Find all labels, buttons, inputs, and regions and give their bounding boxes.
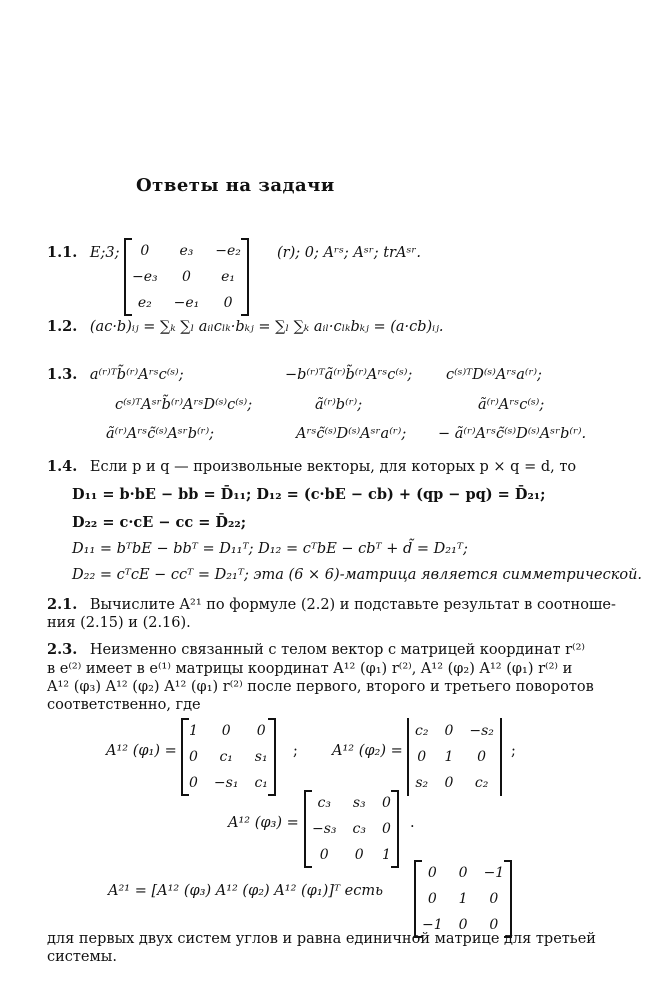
matrix-cell: −1 xyxy=(483,865,505,881)
matrix-a12-phi1 xyxy=(181,718,276,796)
matrix-cell: s₁ xyxy=(254,749,268,765)
matrix-cell: 1 xyxy=(458,891,468,907)
matrix-cell: 0 xyxy=(489,917,499,933)
matrix-cell: −e₂ xyxy=(215,243,241,259)
closing-line2: системы. xyxy=(47,949,117,965)
matrix-cell: 0 xyxy=(489,891,499,907)
matrix-cell: 0 xyxy=(417,749,427,765)
matrix-cell: 0 xyxy=(189,775,198,791)
matrix-cell: 0 xyxy=(381,795,391,811)
problem-1-2 xyxy=(47,318,444,336)
matrix-cell: c₁ xyxy=(219,749,233,765)
matrix-cell: −e₃ xyxy=(132,269,158,285)
problem-number: 1.3. xyxy=(47,366,78,383)
matrix-cell: 0 xyxy=(189,749,198,765)
matrix-label: A²¹ = [A¹² (φ₃) A¹² (φ₂) A¹² (φ₁)]ᵀ есть xyxy=(108,883,383,899)
expression: a⁽ʳ⁾ᵀb̃⁽ʳ⁾Aʳˢc⁽ˢ⁾; xyxy=(89,367,184,383)
separator: ; xyxy=(511,743,516,759)
matrix-a12-phi2 xyxy=(407,718,502,796)
problem-2-1-line2: ния (2.15) и (2.16). xyxy=(47,615,191,631)
matrix-cell: s₃ xyxy=(352,795,366,811)
matrix-cell: c₁ xyxy=(254,775,268,791)
problem-1-4-intro xyxy=(47,458,576,476)
matrix-cell: −s₃ xyxy=(312,821,337,837)
matrix-cell: 0 xyxy=(354,847,364,863)
matrix-label: A¹² (φ₃) = xyxy=(228,815,299,831)
problem-number: 2.3. xyxy=(47,641,78,658)
expression: ã⁽ʳ⁾b⁽ʳ⁾; xyxy=(315,397,363,413)
formula-line: D₁₁ = bᵀbE − bbᵀ = D₁₁ᵀ; D₁₂ = cᵀbE − cbᵀ + d̃ = D₂₁ᵀ; xyxy=(72,541,468,557)
matrix-cell: −s₂ xyxy=(469,723,494,739)
matrix-cell: e₃ xyxy=(179,243,194,259)
matrix-cell: 0 xyxy=(458,917,468,933)
text: Если p и q — произвольные векторы, для которых p × q = d, то xyxy=(89,459,577,475)
matrix-label: A¹² (φ₁) = xyxy=(106,743,177,759)
matrix-cell: 0 xyxy=(319,847,329,863)
problem-1-3-row1 xyxy=(47,366,184,384)
matrix-a21 xyxy=(414,860,512,938)
matrix-cell: 0 xyxy=(182,269,191,285)
matrix-cell: s₂ xyxy=(415,775,429,791)
problem-1-1-tail: (r); 0; Aʳˢ; Aˢʳ; trAˢʳ. xyxy=(277,245,421,261)
closing-line1: для первых двух систем углов и равна единичной матрице для третьей xyxy=(47,931,596,947)
matrix-cell: 1 xyxy=(189,723,198,739)
matrix-cell: −s₁ xyxy=(213,775,239,791)
problem-2-3-line1 xyxy=(47,641,585,659)
matrix-cell: 0 xyxy=(427,891,437,907)
separator: . xyxy=(410,815,415,831)
matrix-cell: c₃ xyxy=(317,795,331,811)
matrix-cell: 0 xyxy=(427,865,437,881)
problem-2-3-line3: A¹² (φ₃) A¹² (φ₂) A¹² (φ₁) r⁽²⁾ после первого, второго и третьего поворотов xyxy=(47,679,594,695)
text: Вычислите A²¹ по формуле (2.2) и подставьте результат в соотноше- xyxy=(89,597,616,613)
matrix-cell: 0 xyxy=(221,723,231,739)
matrix-cell: 0 xyxy=(223,295,233,311)
page-title: Ответы на задачи xyxy=(136,175,335,196)
matrix-cell: 0 xyxy=(444,775,454,791)
matrix-a12-phi3 xyxy=(304,790,399,868)
matrix-cell: 0 xyxy=(458,865,468,881)
formula-line: D₂₂ = cᵀcE − ccᵀ = D₂₁ᵀ; эта (6 × 6)-матрица является симметрической. xyxy=(72,567,643,583)
matrix-cell: −1 xyxy=(422,917,443,933)
matrix-label: A¹² (φ₂) = xyxy=(332,743,403,759)
expression: E;3; xyxy=(89,245,120,261)
matrix-cell: e₁ xyxy=(221,269,236,285)
problem-number: 1.1. xyxy=(47,244,78,261)
expression: c⁽ˢ⁾ᵀAˢʳb̃⁽ʳ⁾AʳˢD⁽ˢ⁾c⁽ˢ⁾; xyxy=(115,397,253,413)
problem-number: 1.2. xyxy=(47,318,78,335)
problem-1-1-lead xyxy=(47,244,119,262)
formula-line: D₂₂ = c·cE − cc = D̄₂₂; xyxy=(72,514,247,531)
expression: −b⁽ʳ⁾ᵀã⁽ʳ⁾b̃⁽ʳ⁾Aʳˢc⁽ˢ⁾; xyxy=(285,367,413,383)
expression: ã⁽ʳ⁾Aʳˢc⁽ˢ⁾; xyxy=(478,397,545,413)
expression: ã⁽ʳ⁾Aʳˢc̃⁽ˢ⁾Aˢʳb⁽ʳ⁾; xyxy=(106,426,215,442)
problem-number: 2.1. xyxy=(47,596,78,613)
matrix-cell: c₂ xyxy=(474,775,489,791)
matrix-cell: c₂ xyxy=(415,723,429,739)
matrix-cell: 0 xyxy=(381,821,391,837)
matrix-cell: 0 xyxy=(444,723,454,739)
separator: ; xyxy=(293,743,298,759)
matrix-cell: 0 xyxy=(256,723,266,739)
text: Неизменно связанный с телом вектор с матрицей координат r⁽²⁾ xyxy=(89,642,585,658)
formula-line: D₁₁ = b·bE − bb = D̄₁₁; D₁₂ = (c·bE − cb) + (qp − pq) = D̄₂₁; xyxy=(72,486,546,503)
matrix-cell: 0 xyxy=(140,243,150,259)
expression: − ã⁽ʳ⁾Aʳˢc̃⁽ˢ⁾D⁽ˢ⁾Aˢʳb⁽ʳ⁾. xyxy=(438,426,587,442)
expression: (ac·b)ᵢⱼ = ∑ₖ ∑ₗ aᵢₗcₗₖ·bₖⱼ = ∑ₗ ∑ₖ aᵢₗ·cₗₖbₖⱼ = (a·cb)ᵢⱼ. xyxy=(89,319,444,335)
matrix-cell: 1 xyxy=(381,847,391,863)
problem-2-3-line4: соответственно, где xyxy=(47,697,201,713)
matrix-cell: e₂ xyxy=(137,295,152,311)
matrix-cell: 1 xyxy=(444,749,454,765)
expression: c⁽ˢ⁾ᵀD⁽ˢ⁾Aʳˢa⁽ʳ⁾; xyxy=(446,367,542,383)
problem-2-3-line2: в e⁽²⁾ имеет в e⁽¹⁾ матрицы координат A¹² (φ₁) r⁽²⁾, A¹² (φ₂) A¹² (φ₁) r⁽²⁾ и xyxy=(47,661,573,677)
problem-number: 1.4. xyxy=(47,458,78,475)
matrix-1-1 xyxy=(124,238,249,316)
expression: Aʳˢc̃⁽ˢ⁾D⁽ˢ⁾Aˢʳa⁽ʳ⁾; xyxy=(296,426,407,442)
matrix-cell: 0 xyxy=(477,749,487,765)
problem-2-1-line1 xyxy=(47,596,616,614)
matrix-cell: c₃ xyxy=(352,821,366,837)
matrix-cell: −e₁ xyxy=(173,295,200,311)
